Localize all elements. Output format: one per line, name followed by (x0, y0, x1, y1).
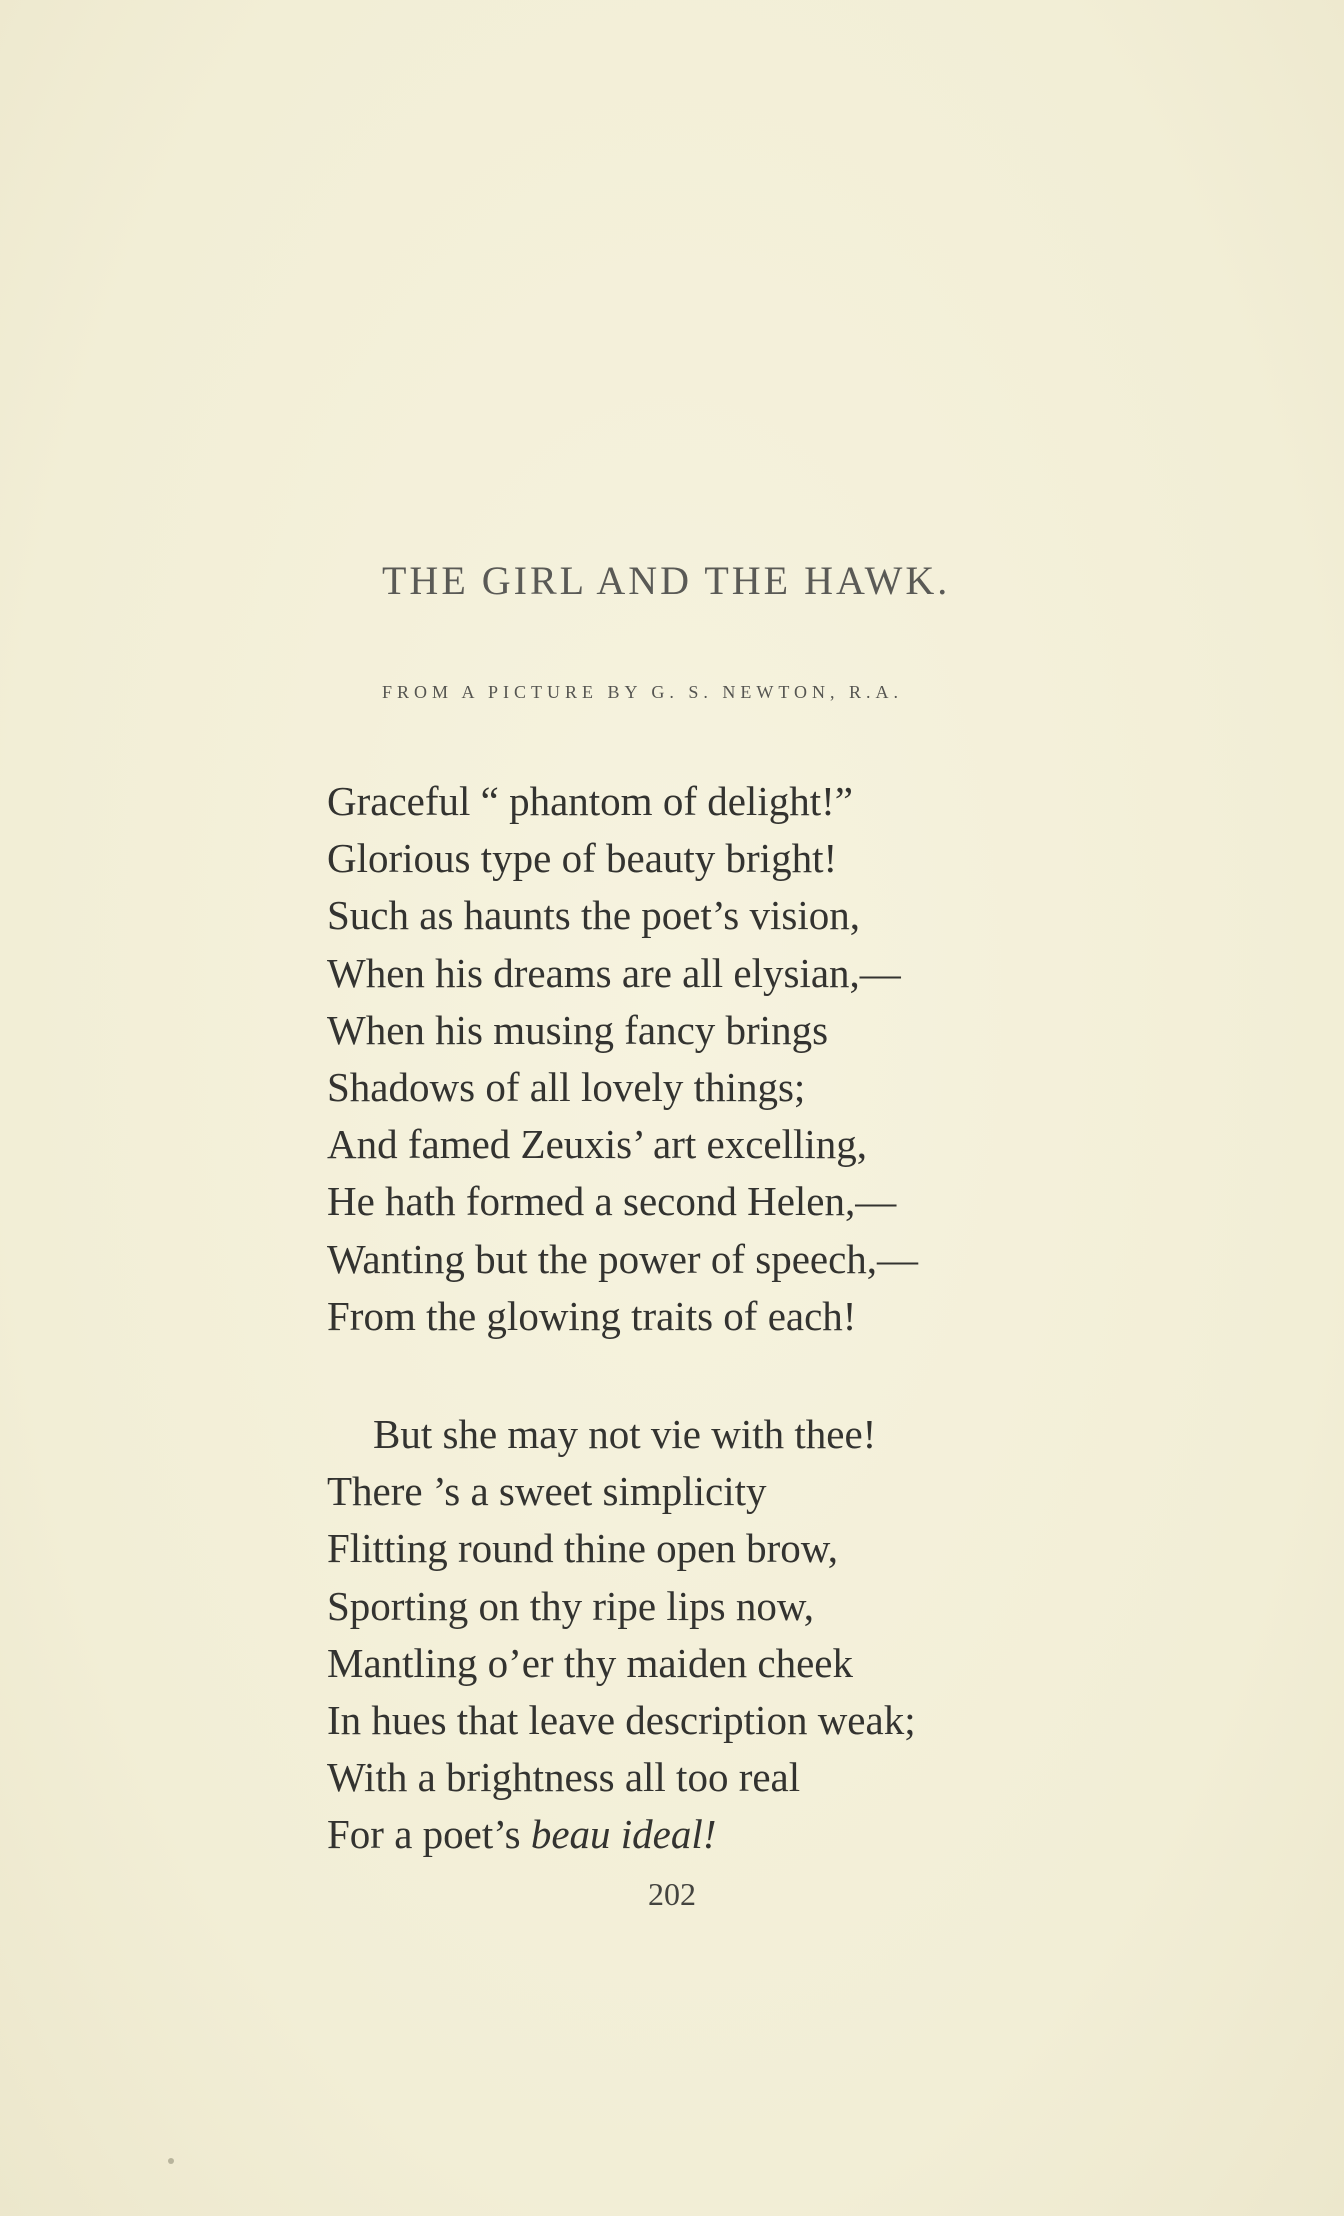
poem-line: Glorious type of beauty bright! (327, 835, 838, 882)
poem-line: Wanting but the power of speech,— (327, 1235, 919, 1282)
poem-line: Flitting round thine open brow, (327, 1525, 838, 1572)
poem-line: Sporting on thy ripe lips now, (327, 1582, 815, 1629)
poem-line: Shadows of all lovely things; (327, 1063, 806, 1110)
poem-line: With a brightness all too real (327, 1754, 801, 1801)
poem-line: In hues that leave description weak; (327, 1696, 916, 1743)
poem-line: There ’s a sweet simplicity (327, 1468, 767, 1515)
stanza-1 (327, 773, 918, 1345)
italic-phrase: beau ideal! (530, 1811, 717, 1858)
poem-line: Mantling o’er thy maiden cheek (327, 1639, 853, 1686)
poem-line: Graceful “ phantom of delight!” (327, 778, 853, 824)
poem-subtitle: FROM A PICTURE BY G. S. NEWTON, R.A. (382, 682, 904, 702)
line-text: For a poet’s (327, 1811, 531, 1858)
poem-line: He hath formed a second Helen,— (327, 1178, 897, 1225)
paper-speck (168, 2158, 174, 2164)
poem-line: Such as haunts the poet’s vision, (327, 892, 860, 939)
stanza-2 (327, 1406, 916, 1864)
poem-line: When his dreams are all elysian,— (327, 949, 901, 996)
poem-line: From the glowing traits of each! (327, 1292, 857, 1339)
poem-line-last (327, 1806, 916, 1863)
poem-line: And famed Zeuxis’ art excelling, (327, 1121, 868, 1168)
poem-line: When his musing fancy brings (327, 1006, 829, 1053)
poem-title: THE GIRL AND THE HAWK. (382, 558, 951, 603)
page-number: 202 (648, 1876, 696, 1912)
poem-line: But she may not vie with thee! (373, 1411, 877, 1457)
